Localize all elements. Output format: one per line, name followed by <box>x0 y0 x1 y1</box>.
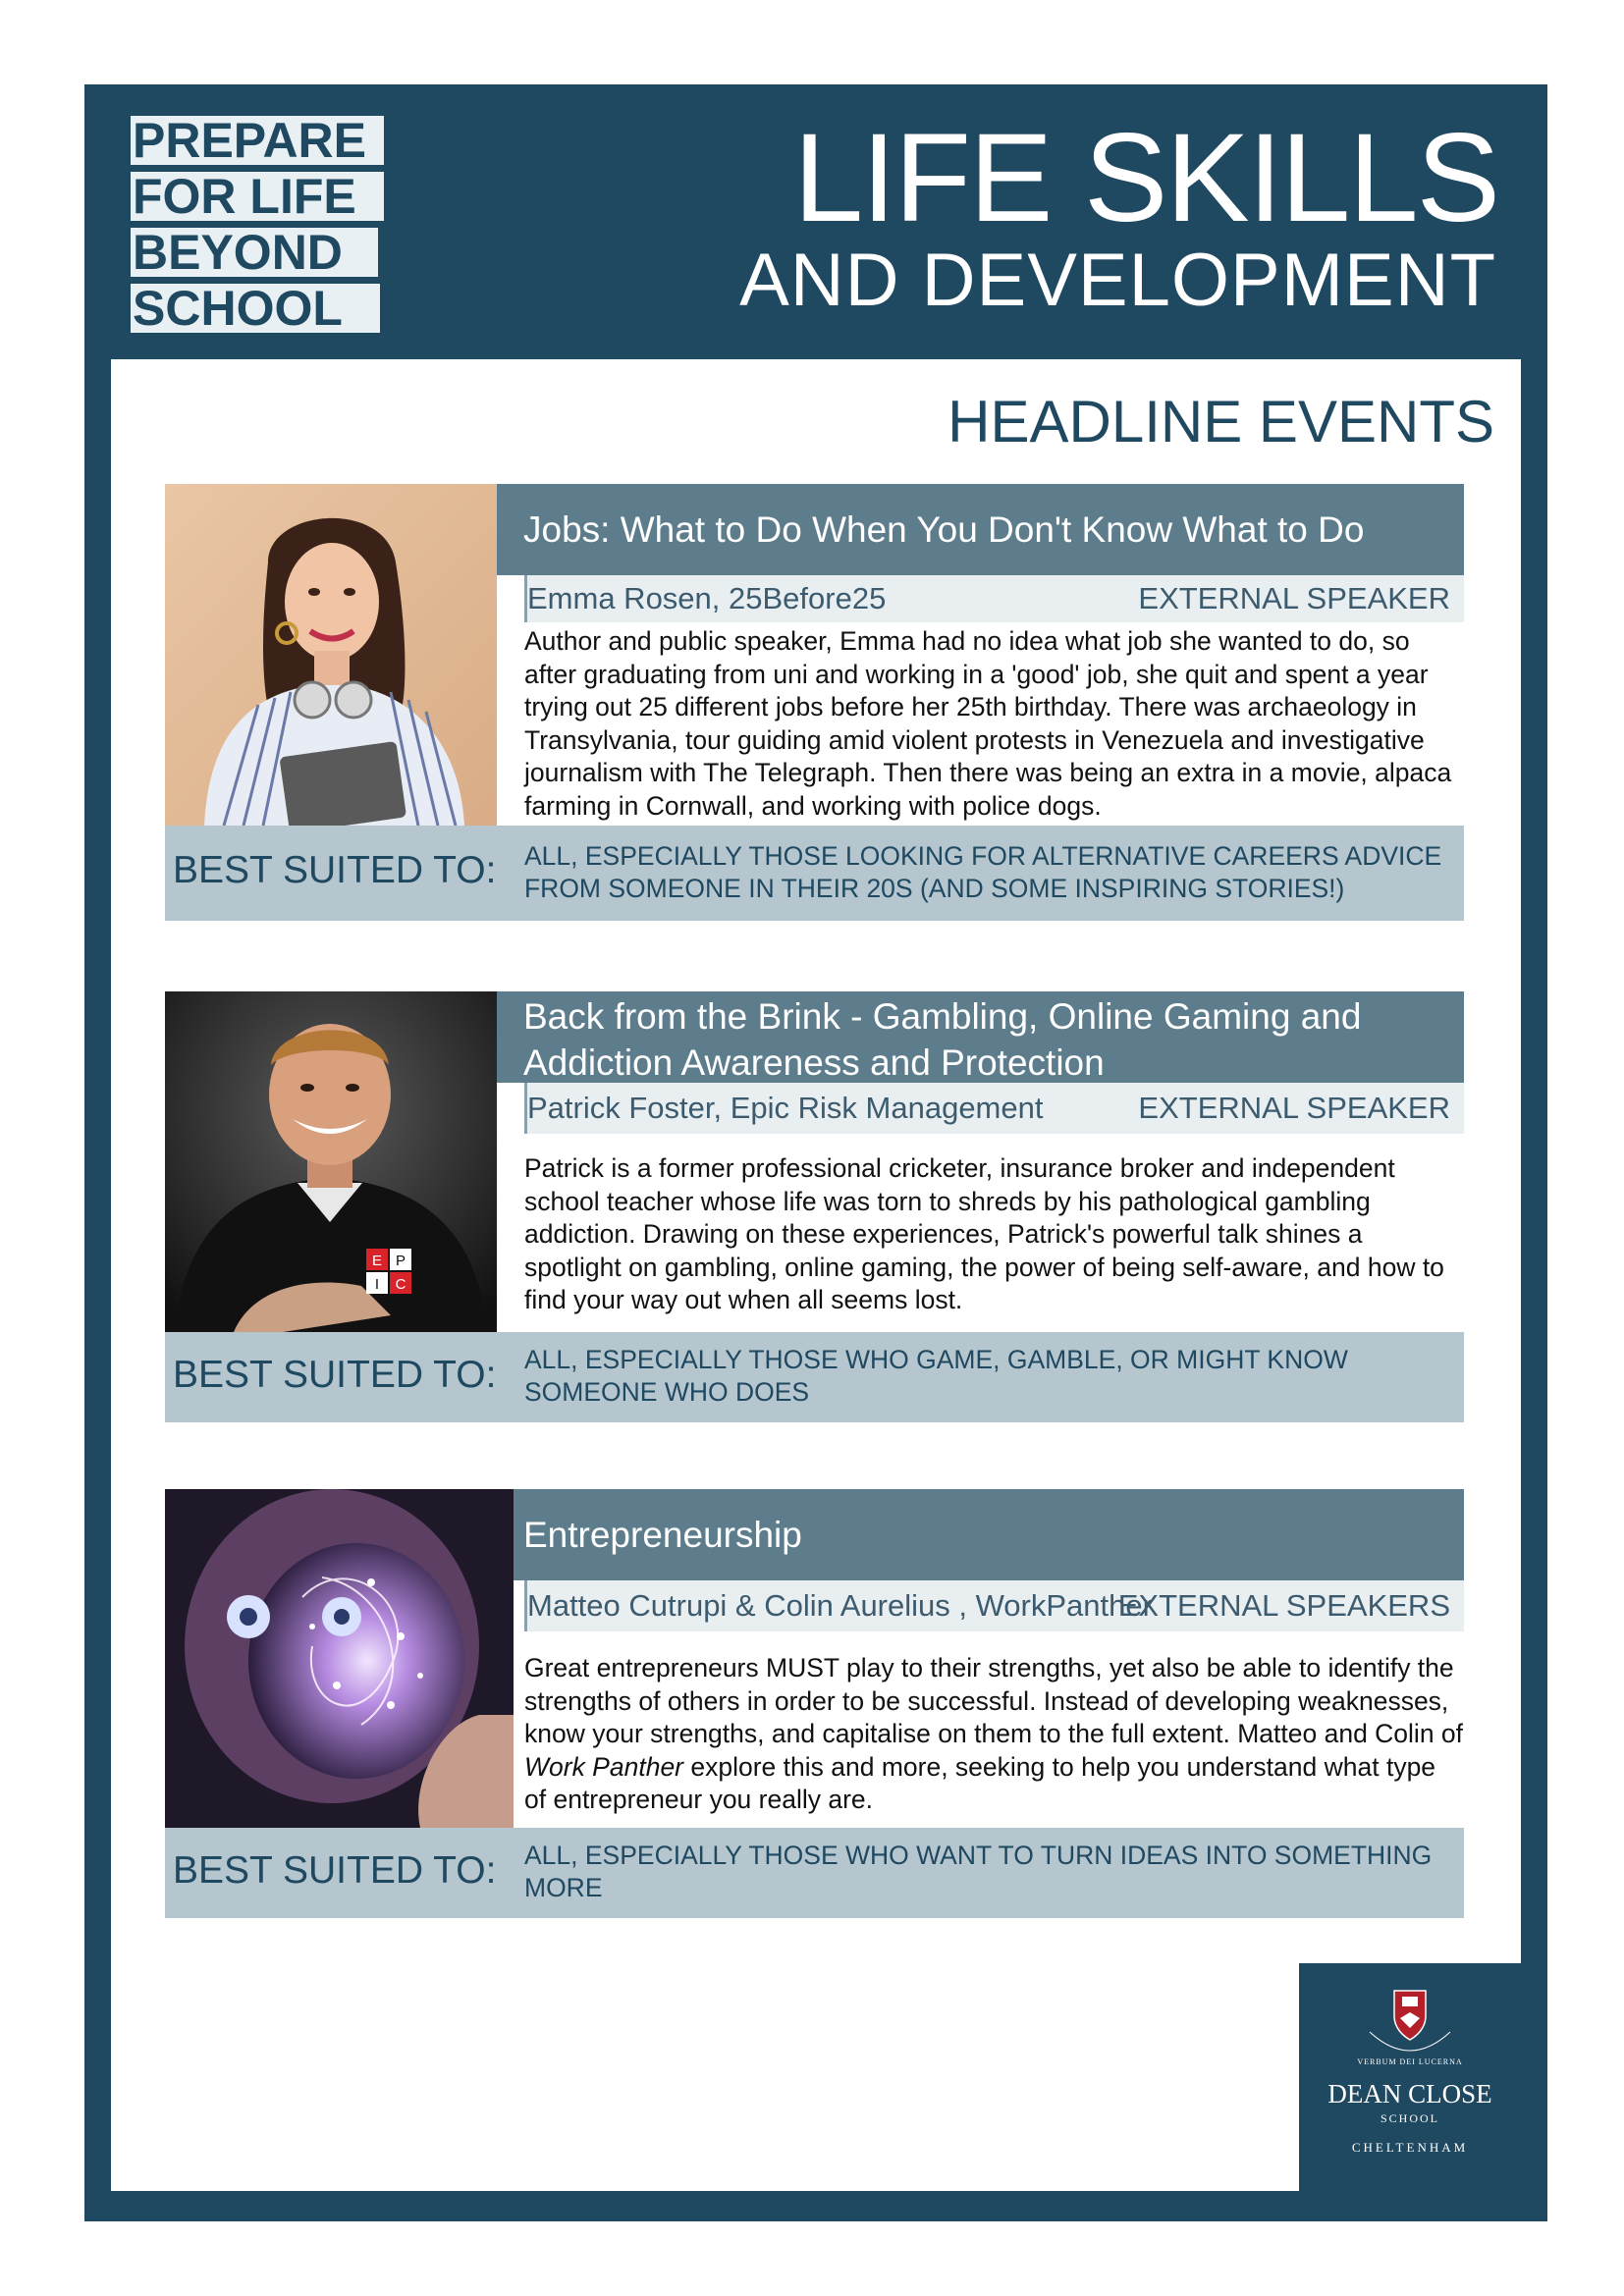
school-badge <box>1299 1963 1521 2191</box>
best-suited-label: BEST SUITED TO: <box>173 1354 497 1396</box>
speaker-photo <box>165 991 497 1332</box>
logo-line: PREPARE <box>131 116 384 165</box>
event-title: Back from the Brink - Gambling, Online Gaming and Addiction Awareness and Protection <box>497 991 1464 1083</box>
best-suited-text: ALL, ESPECIALLY THOSE WHO WANT TO TURN IDEAS INTO SOMETHING MORE <box>524 1841 1433 1902</box>
event-description: Patrick is a former professional cricketer, insurance broker and independent school teacher whose life was torn to shreds by his pathological gambling addiction. Drawing on these experiences, Patrick's powerful talk shines a spotlight on gambling, online gaming, the power of being self-aware, and how to find your way out when all seems lost. <box>524 1153 1444 1314</box>
best-suited-text: ALL, ESPECIALLY THOSE LOOKING FOR ALTERNATIVE CAREERS ADVICE FROM SOMEONE IN THEIR 20S (AND SOME INSPIRING STORIES!) <box>524 841 1442 903</box>
school-crest-icon <box>1299 1963 1521 2061</box>
event-meta <box>524 575 1464 622</box>
school-town: CHELTENHAM <box>1351 2140 1469 2155</box>
event-title: Jobs: What to Do When You Don't Know What to Do <box>497 484 1464 575</box>
logo-line: BEYOND <box>131 228 378 277</box>
school-word: SCHOOL <box>1380 2111 1439 2125</box>
page-title: LIFE SKILLS <box>793 108 1498 248</box>
speaker-name: Emma Rosen, 25Before25 <box>527 581 887 615</box>
best-suited-text: ALL, ESPECIALLY THOSE WHO GAME, GAMBLE, OR MIGHT KNOW SOMEONE WHO DOES <box>524 1345 1348 1407</box>
event-card <box>165 991 1464 1422</box>
event-title: Entrepreneurship <box>514 1489 1464 1580</box>
event-meta <box>524 1580 1464 1631</box>
speaker-name: Patrick Foster, Epic Risk Management <box>527 1091 1044 1125</box>
shirt-letter: C <box>395 1276 406 1293</box>
description-text: explore this and more, seeking to help you understand what type of entrepreneur you really are. <box>524 1751 1436 1814</box>
shirt-letter: E <box>371 1253 383 1269</box>
speaker-type: EXTERNAL SPEAKER <box>1138 1091 1450 1125</box>
best-suited-bar <box>165 826 1464 921</box>
best-suited-label: BEST SUITED TO: <box>173 849 497 891</box>
best-suited-bar <box>165 1828 1464 1918</box>
event-description <box>524 1652 1464 1817</box>
prepare-for-life-logo <box>131 113 384 340</box>
school-name: DEAN CLOSE <box>1327 2079 1492 2109</box>
best-suited-label: BEST SUITED TO: <box>173 1849 497 1892</box>
best-suited-bar <box>165 1332 1464 1422</box>
speaker-type: EXTERNAL SPEAKER <box>1138 581 1450 615</box>
event-card <box>165 484 1464 921</box>
speaker-name: Matteo Cutrupi & Colin Aurelius , WorkPanther <box>527 1588 1153 1623</box>
event-card <box>165 1489 1464 1918</box>
page-subtitle: AND DEVELOPMENT <box>739 239 1496 322</box>
logo-line: FOR LIFE <box>131 172 384 221</box>
event-meta <box>524 1083 1464 1134</box>
shirt-letter: P <box>395 1253 406 1269</box>
event-photo <box>165 1489 514 1828</box>
description-emphasis: Work Panther <box>524 1751 684 1782</box>
logo-line: SCHOOL <box>131 284 380 333</box>
school-motto: VERBUM DEI LUCERNA <box>1357 2057 1463 2066</box>
shirt-letter: I <box>374 1276 380 1293</box>
section-heading: HEADLINE EVENTS <box>947 389 1494 454</box>
event-description: Author and public speaker, Emma had no idea what job she wanted to do, so after graduating from uni and working in a 'good' job, she quit and spent a year trying out 25 different jobs before her 25th birthday. There was archaeology in Transylvania, tour guiding amid violent protests in Venezuela and investigative journalism with The Telegraph. Then there was being an extra in a movie, alpaca farming in Cornwall, and working with police dogs. <box>524 626 1452 821</box>
speaker-type: EXTERNAL SPEAKERS <box>1117 1588 1450 1623</box>
description-text: Great entrepreneurs MUST play to their strengths, yet also be able to identify the strengths of others in order to be successful. Instead of developing weaknesses, know your strengths, and capitalise on them to the full extent. Matteo and Colin of <box>524 1653 1464 1748</box>
speaker-photo <box>165 484 497 826</box>
